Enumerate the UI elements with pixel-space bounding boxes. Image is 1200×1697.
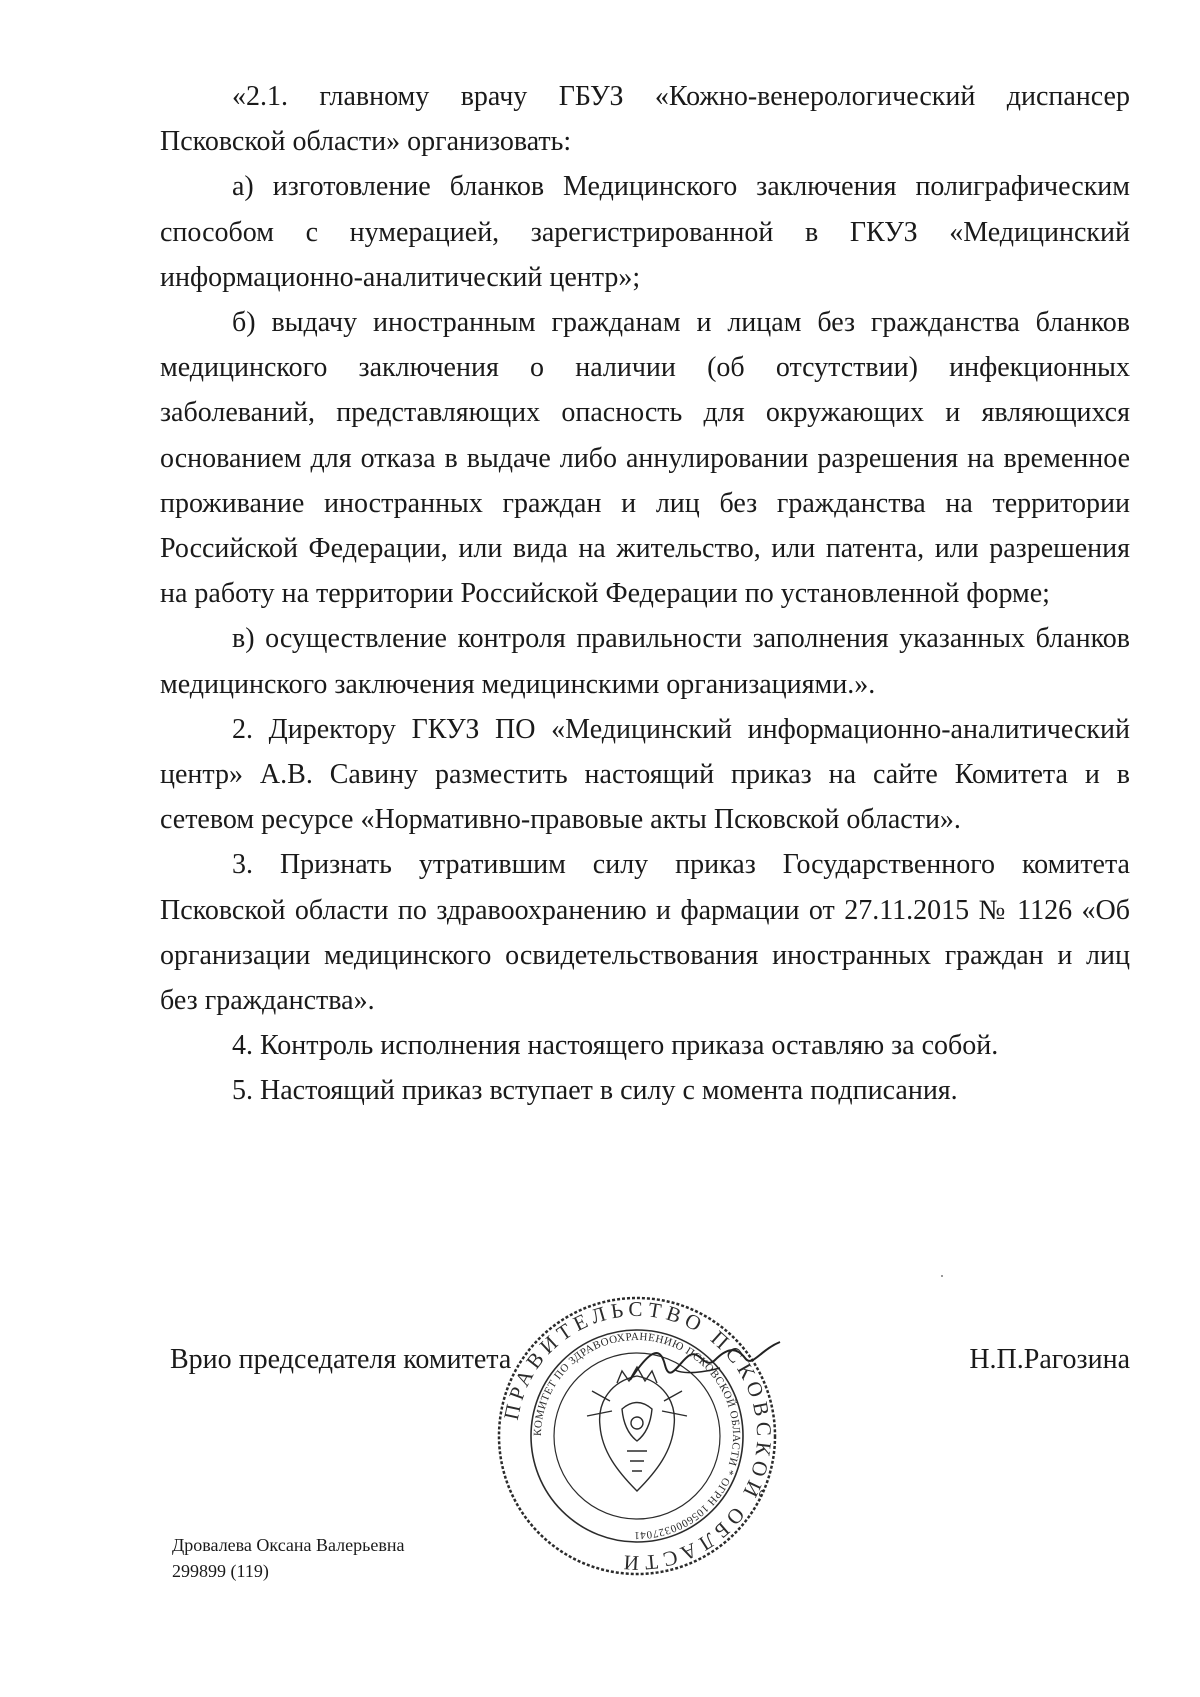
scan-speck — [941, 1275, 943, 1277]
executor-name: Дровалева Оксана Валерьевна — [172, 1535, 405, 1555]
signer-name: Н.П.Рагозина — [969, 1344, 1130, 1375]
executor-phone: 299899 (119) — [172, 1561, 269, 1581]
seal-outer-text: ПРАВИТЕЛЬСТВО ПСКОВСКОЙ ОБЛАСТИ — [498, 1296, 777, 1576]
paragraph-2: 2. Директору ГКУЗ ПО «Медицинский информационно-аналитический центр» А.В. Савину разместить настоящий приказ на сайте Комитета и в сетевом ресурсе «Нормативно-правовые акты Псковской области». — [160, 713, 1130, 836]
paragraph-2-1: «2.1. главному врачу ГБУЗ «Кожно-венерологический диспансер Псковской области» организовать: — [160, 81, 1130, 158]
paragraph-5: 5. Настоящий приказ вступает в силу с момента подписания. — [232, 1075, 958, 1107]
paragraph-item-v: в) осуществление контроля правильности заполнения указанных бланков медицинского заключения медицинскими организациями.». — [160, 623, 1130, 700]
signer-position: Врио председателя комитета — [170, 1344, 512, 1375]
paragraph-item-b: б) выдачу иностранным гражданам и лицам без гражданства бланков медицинского заключения о наличии (об отсутствии) инфекционных заболеваний, представляющих опасность для окружающих и являющихся основанием для отказа в выдаче либо аннулировании разрешения на временное проживание иностранных граждан и лиц без гражданства на территории Российской Федерации, или вида на жительство, или патента, или разрешения на работу на территории Российской Федерации по установленной форме; — [160, 307, 1130, 610]
paragraph-item-a: а) изготовление бланков Медицинского заключения полиграфическим способом с нумерацией, зарегистрированной в ГКУЗ «Медицинский информационно-аналитический центр»; — [160, 171, 1130, 293]
paragraph-4: 4. Контроль исполнения настоящего приказа оставляю за собой. — [232, 1030, 999, 1062]
paragraph-3: 3. Признать утратившим силу приказ Государственного комитета Псковской области по здравоохранению и фармации от 27.11.2015 № 1126 «Об организации медицинского освидетельствования иностранных граждан и лиц без гражданства». — [160, 849, 1130, 1017]
executor-info — [172, 1532, 404, 1584]
handwritten-signature — [620, 1330, 790, 1400]
seal-inner-text: КОМИТЕТ ПО ЗДРАВООХРАНЕНИЮ ПСКОВСКОЙ ОБЛАСТИ * ОГРН 1056000327041 — [531, 1330, 743, 1542]
document-body — [160, 74, 1130, 1114]
